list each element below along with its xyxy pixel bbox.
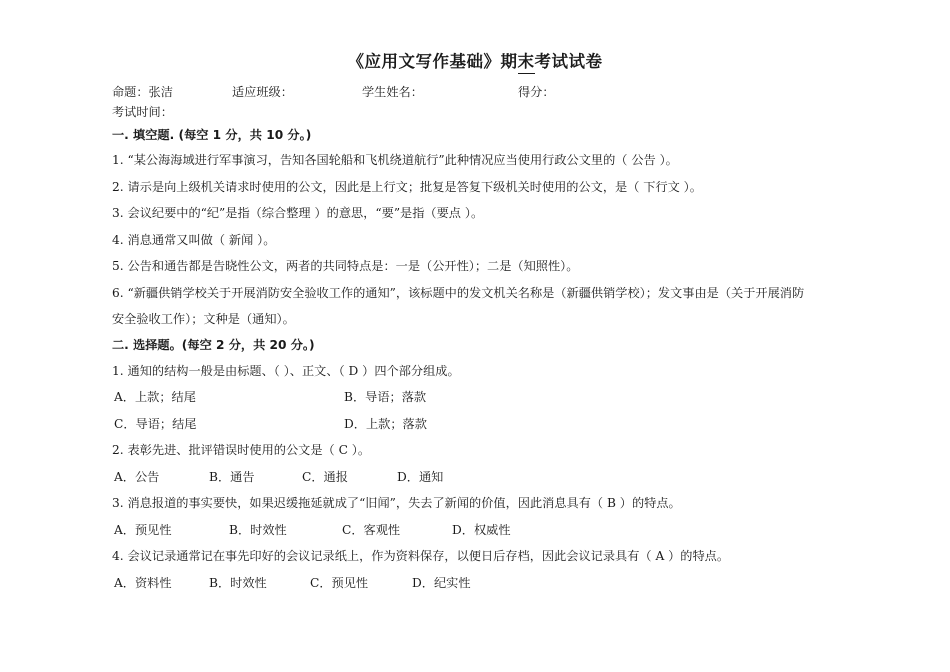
option-b: B．通告: [209, 470, 255, 484]
option-a: A．公告: [114, 470, 160, 484]
fill-question-4: 4. 消息通常又叫做（ 新闻 ）。: [112, 233, 276, 247]
option-c: C．导语；结尾: [114, 417, 197, 431]
setter-label: 命题：张洁: [112, 85, 173, 99]
option-b: B．时效性: [209, 576, 267, 590]
option-c: C．客观性: [342, 523, 401, 537]
fill-question-5: 5. 公告和通告都是告晓性公文，两者的共同特点是：一是（公开性）；二是（知照性）。: [112, 259, 579, 273]
choice-question-1: 1. 通知的结构一般是由标题、（ ）、正文、（ D ）四个部分组成。: [112, 364, 460, 378]
student-name-label: 学生姓名：: [362, 85, 423, 99]
choice-question-4: 4. 会议记录通常记在事先印好的会议记录纸上，作为资料保存，以便日后存档，因此会议记录具有（ A ）的特点。: [112, 549, 730, 563]
choice-question-3-options: [112, 522, 910, 538]
section-1-heading: 一. 填空题. (每空 1 分，共 10 分。): [112, 128, 312, 142]
title-underlined-char: 末: [517, 52, 535, 71]
option-c: C．通报: [302, 470, 348, 484]
choice-question-1-options-row-2: [112, 416, 910, 432]
class-label: 适应班级：: [232, 85, 293, 99]
option-d: D．权威性: [452, 523, 511, 537]
option-c: C．预见性: [310, 576, 369, 590]
option-b: B．导语；落款: [344, 390, 427, 404]
option-d: D．上款；落款: [344, 417, 427, 431]
option-a: A．预见性: [114, 523, 172, 537]
exam-time-label: 考试时间：: [112, 105, 173, 119]
score-label: 得分：: [518, 85, 555, 99]
section-2-heading: 二. 选择题。(每空 2 分，共 20 分。): [112, 338, 315, 352]
choice-question-2-options: [112, 469, 910, 485]
option-a: A．资料性: [114, 576, 172, 590]
option-d: D．纪实性: [412, 576, 471, 590]
option-d: D．通知: [397, 470, 444, 484]
choice-question-2: 2. 表彰先进、批评错误时使用的公文是（ C ）。: [112, 443, 371, 457]
fill-question-1: 1. “某公海海域进行军事演习，告知各国轮船和飞机绕道航行”此种情况应当使用行政公文里的（ 公告 ）。: [112, 153, 678, 167]
choice-question-4-options: [112, 575, 910, 591]
choice-question-3: 3. 消息报道的事实要快，如果迟缓拖延就成了“旧闻”，失去了新闻的价值，因此消息具有（ B ）的特点。: [112, 496, 681, 510]
choice-question-1-options-row-1: [112, 389, 910, 405]
option-a: A．上款；结尾: [114, 390, 196, 404]
fill-question-6-line-2: 安全验收工作）；文种是（通知）。: [112, 312, 295, 326]
title-main: 《应用文写作基础》期: [347, 52, 518, 71]
page-title: [0, 48, 950, 72]
option-b: B．时效性: [229, 523, 287, 537]
fill-question-3: 3. 会议纪要中的“纪”是指（综合整理 ）的意思，“要”是指（要点 ）。: [112, 206, 484, 220]
fill-question-2: 2. 请示是向上级机关请求时使用的公文，因此是上行文；批复是答复下级机关时使用的公文，是（ 下行文 ）。: [112, 180, 702, 194]
title-tail: 考试试卷: [534, 52, 603, 71]
fill-question-6-line-1: 6. “新疆供销学校关于开展消防安全验收工作的通知”，该标题中的发文机关名称是（新疆供销学校）；发文事由是（关于开展消防: [112, 286, 805, 300]
exam-info-row: [112, 84, 910, 100]
